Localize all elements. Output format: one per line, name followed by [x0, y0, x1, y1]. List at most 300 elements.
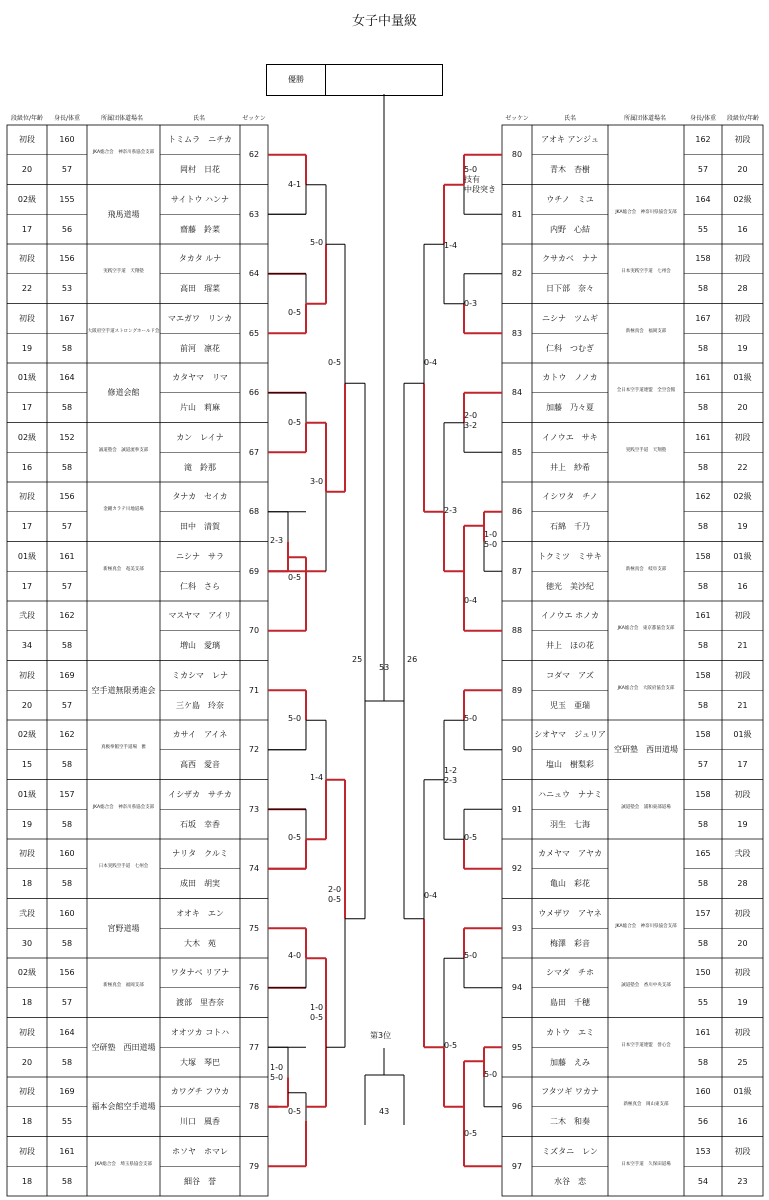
dojo: JKA総合会 神奈川県協会支部 [92, 150, 155, 155]
header-right-4: 段級位/年齢 [726, 115, 760, 122]
bib-number: 95 [511, 1042, 523, 1052]
bib-number: 77 [248, 1042, 260, 1052]
age: 17 [737, 760, 748, 769]
dojo: 日本空手道連盟 誉心会 [621, 1042, 671, 1048]
name: 大塚 琴巴 [180, 1057, 220, 1067]
grade: 01級 [733, 730, 752, 739]
final-right-no: 26 [407, 655, 418, 664]
kana: アオキ アンジュ [541, 135, 599, 144]
kana: ナリタ クルミ [172, 849, 228, 858]
bib-number: 74 [248, 864, 260, 873]
height: 161 [59, 1146, 75, 1156]
name: 井上 紗希 [550, 462, 590, 472]
bib-number: 72 [248, 745, 260, 754]
kana: カタヤマ リマ [172, 373, 228, 382]
grade: 02級 [733, 194, 752, 204]
height: 161 [695, 432, 711, 442]
age: 20 [737, 938, 748, 948]
bib-number: 78 [248, 1102, 260, 1111]
grade: 初段 [19, 849, 35, 858]
height: 162 [695, 135, 711, 144]
height: 161 [695, 373, 711, 382]
weight: 58 [697, 462, 709, 472]
dojo: JKA総合会 大阪府協会支部 [617, 685, 675, 691]
height: 156 [59, 968, 75, 977]
bib-number: 97 [511, 1161, 523, 1171]
height: 157 [695, 908, 711, 918]
name: 渡部 里杏奈 [176, 998, 224, 1007]
grade: 初段 [734, 432, 751, 442]
bib-number: 62 [248, 150, 260, 159]
weight: 58 [61, 403, 73, 412]
age: 25 [737, 1057, 748, 1067]
height: 161 [695, 611, 711, 620]
kana: カサイ アイネ [172, 730, 228, 739]
score-r2: 1-2 [444, 766, 458, 775]
bib-number: 90 [511, 745, 523, 754]
kana: ワタナベ リアナ [170, 968, 230, 977]
age: 16 [737, 581, 748, 591]
weight: 58 [697, 700, 709, 710]
age: 19 [737, 343, 748, 353]
score-r1: 1-0 [484, 530, 498, 539]
bib-number: 80 [511, 150, 523, 159]
final-left-no: 25 [352, 655, 363, 664]
dojo: 新極真会 岐阜支部 [625, 566, 667, 572]
height: 164 [59, 373, 75, 382]
name: 仁科 つむぎ [546, 343, 594, 353]
score-r2: 0-5 [444, 1041, 458, 1050]
weight: 57 [61, 700, 73, 710]
name: 青木 杏樹 [550, 165, 590, 174]
score-r3: 0-4 [424, 358, 438, 367]
name: 塩山 樹梨彩 [546, 760, 594, 769]
bib-number: 85 [511, 447, 523, 457]
grade: 初段 [734, 611, 751, 620]
height: 158 [695, 789, 711, 799]
dojo: 空手道無限勇進会 [91, 685, 156, 695]
age: 28 [737, 879, 748, 888]
height: 160 [59, 908, 75, 918]
score-l1: 0-5 [288, 833, 302, 842]
name: 岡村 日花 [180, 165, 220, 174]
name: 加藤 えみ [550, 1057, 590, 1067]
score-r1: 5-0 [484, 1070, 498, 1079]
weight: 57 [61, 998, 73, 1007]
age: 34 [21, 641, 33, 650]
height: 160 [695, 1087, 711, 1096]
bib-number: 87 [511, 566, 523, 576]
name: 三ケ島 玲奈 [176, 700, 224, 710]
dojo: 誠道塾会 誠道流拳支部 [98, 447, 149, 453]
age: 17 [21, 224, 33, 234]
dojo: 飛馬道場 [107, 209, 140, 219]
score-l2: 3-0 [310, 477, 324, 486]
dojo: 大阪府空手道ストロングホールド会 [87, 328, 160, 334]
weight: 55 [61, 1117, 73, 1126]
score-l1: 0-5 [288, 308, 302, 317]
bib-number: 94 [511, 983, 523, 992]
score-r1: 5-0 [464, 714, 478, 723]
height: 165 [695, 849, 711, 858]
score-l1: 4-1 [288, 180, 302, 189]
weight: 58 [697, 284, 709, 293]
score-l3: 0-5 [328, 358, 342, 367]
name: 齋藤 鈴菜 [180, 224, 220, 234]
weight: 58 [61, 641, 73, 650]
grade: 01級 [17, 551, 37, 561]
dojo: 修道会館 [107, 388, 140, 397]
grade: 弐段 [19, 611, 35, 620]
dojo: JKA総合会 東京都協会支部 [617, 626, 675, 631]
score-l1: 0-5 [288, 1107, 302, 1116]
grade: 初段 [19, 1027, 35, 1037]
dojo: 真极拳館空手道場 雅 [101, 745, 146, 750]
name: 児玉 亜瑞 [550, 700, 590, 710]
name: 増山 愛璃 [180, 641, 220, 650]
age: 19 [21, 819, 33, 829]
score-r2: 1-4 [444, 241, 458, 250]
header-left-2: 所属団体道場名 [100, 115, 143, 122]
header-left-0: 段級位/年齢 [10, 115, 44, 122]
kana: ウチノ ミユ [546, 194, 594, 204]
weight: 58 [61, 462, 73, 472]
grade: 初段 [734, 135, 751, 144]
dojo: 実践空手道 天翔塾 [103, 269, 144, 274]
name: 高田 瑠菜 [180, 284, 220, 293]
score-l2: 5-0 [310, 238, 324, 247]
grade: 弐段 [19, 908, 35, 918]
age: 21 [737, 700, 748, 710]
grade: 初段 [734, 1027, 751, 1037]
dojo: 日本実践空手道 七州会 [98, 864, 149, 869]
kana: シオヤマ ジュリア [534, 730, 606, 739]
bib-number: 83 [511, 328, 523, 338]
bib-number: 67 [248, 447, 260, 457]
height: 156 [59, 492, 75, 501]
grade: 初段 [734, 313, 751, 323]
dojo: 全日本空手道連盟 全空会館 [616, 388, 676, 393]
dojo: 新極真会 福岡支部 [625, 328, 667, 334]
dojo: 空研塾 西田道場 [614, 745, 678, 754]
age: 17 [21, 522, 33, 531]
kana: ウメザワ アヤネ [538, 908, 602, 918]
weight: 58 [697, 879, 709, 888]
age: 15 [21, 760, 33, 769]
age: 20 [737, 165, 748, 174]
name: 高西 愛音 [180, 760, 220, 769]
height: 153 [695, 1146, 711, 1156]
grade: 01級 [733, 1087, 752, 1096]
bib-number: 82 [511, 269, 523, 278]
header-right-0: ゼッケン [505, 115, 529, 122]
name: 島田 千穂 [550, 998, 590, 1007]
dojo: 誠道塾会 浦和東部道場 [621, 804, 671, 810]
height: 162 [59, 611, 75, 620]
height: 155 [59, 194, 75, 204]
kana: サイトウ ハンナ [171, 194, 229, 204]
weight: 58 [61, 879, 73, 888]
kana: ニシナ ツムギ [542, 313, 598, 323]
grade: 弐段 [734, 849, 751, 858]
name: 成田 胡実 [180, 879, 220, 888]
kana: ニシナ サラ [176, 551, 224, 561]
age: 20 [21, 1057, 33, 1067]
weight: 55 [697, 224, 709, 234]
name: 羽生 七海 [550, 819, 590, 829]
score-r3: 0-4 [424, 891, 438, 900]
bib-number: 89 [511, 685, 523, 695]
dojo: 日本実践空手道 七州会 [621, 269, 671, 274]
weight: 58 [697, 403, 709, 412]
weight: 58 [61, 938, 73, 948]
header-right-2: 所属団体道場名 [623, 115, 666, 122]
score-r1: 5-0 [464, 165, 478, 174]
kana: カトウ エミ [546, 1027, 594, 1037]
kana: タカタ ルナ [178, 254, 222, 263]
bib-number: 64 [248, 269, 260, 278]
kana: フタツギ ワカナ [541, 1087, 599, 1096]
weight: 57 [697, 760, 709, 769]
weight: 58 [697, 1057, 709, 1067]
weight: 53 [61, 284, 73, 293]
height: 169 [59, 670, 75, 680]
grade: 01級 [733, 373, 752, 382]
bib-number: 68 [248, 507, 260, 516]
weight: 58 [61, 819, 73, 829]
kana: タナカ セイカ [172, 492, 228, 501]
height: 162 [695, 492, 711, 501]
name: 内野 心結 [550, 224, 590, 234]
score-r1: 0-5 [464, 1129, 478, 1138]
kana: イシワタ チノ [542, 492, 598, 501]
weight: 56 [697, 1117, 709, 1126]
age: 30 [21, 938, 33, 948]
height: 167 [695, 313, 711, 323]
age: 22 [737, 462, 748, 472]
dojo: 宮野道場 [107, 923, 140, 933]
grade: 初段 [19, 492, 35, 501]
score-l1: 5-0 [270, 1073, 284, 1082]
kana: トクミツ ミサキ [538, 551, 602, 561]
bib-number: 88 [511, 626, 523, 635]
score-l1: 2-3 [270, 536, 284, 545]
name: 徳光 美沙紀 [546, 581, 594, 591]
score-r1: 2-0 [464, 411, 478, 420]
page-title: 女子中量級 [351, 14, 417, 29]
age: 19 [737, 998, 748, 1007]
weight: 58 [697, 343, 709, 353]
name: 石坂 幸香 [180, 819, 220, 829]
age: 20 [21, 700, 33, 710]
dojo: 空研塾 西田道場 [91, 1042, 156, 1052]
grade: 初段 [734, 908, 751, 918]
age: 28 [737, 284, 748, 293]
height: 164 [59, 1027, 75, 1037]
header-left-3: 氏名 [192, 115, 205, 122]
score-r1: 中段突き [464, 185, 496, 194]
height: 158 [695, 730, 711, 739]
dojo: 金剛カラテ川地道場 [103, 507, 144, 512]
dojo: 日本空手道 久保田道場 [621, 1161, 671, 1167]
kana: カワグチ フウカ [170, 1087, 230, 1096]
score-l1: 0-5 [288, 418, 302, 427]
height: 158 [695, 551, 711, 561]
height: 161 [695, 1027, 711, 1037]
score-r1: 3-2 [464, 421, 478, 430]
score-r1: 技有 [464, 175, 480, 184]
age: 19 [21, 343, 33, 353]
bib-number: 73 [248, 804, 260, 814]
score-r2: 2-3 [444, 506, 458, 515]
bib-number: 93 [511, 923, 523, 933]
name: 日下部 奈々 [546, 284, 594, 293]
height: 164 [695, 194, 711, 204]
weight: 58 [61, 1057, 73, 1067]
dojo: 新極真会 奄美支部 [103, 566, 144, 572]
grade: 01級 [17, 373, 37, 382]
score-l2: 1-0 [310, 1003, 324, 1012]
kana: イシザカ サチカ [168, 789, 232, 799]
dojo: 新極真会 岡山東支部 [623, 1102, 669, 1107]
dojo: 実践空手道 天翔塾 [625, 447, 667, 453]
height: 150 [695, 968, 711, 977]
third-no: 43 [379, 1107, 390, 1116]
age: 18 [21, 1176, 33, 1186]
name: 仁科 さら [180, 581, 220, 591]
score-l1: 4-0 [288, 951, 302, 960]
header-left-4: ゼッケン [242, 115, 266, 122]
age: 22 [21, 284, 33, 293]
dojo: JKA総合会 神奈川県協会支部 [615, 923, 677, 929]
height: 160 [59, 135, 75, 144]
weight: 58 [697, 938, 709, 948]
grade: 01級 [17, 789, 37, 799]
name: 川口 風香 [180, 1117, 220, 1126]
name: 田中 清賀 [180, 522, 220, 531]
name: 滝 鈴那 [184, 462, 216, 472]
score-r1: 5-0 [484, 540, 498, 549]
name: 前河 凛花 [180, 343, 220, 353]
score-l3: 2-0 [328, 885, 342, 894]
grade: 初段 [19, 135, 35, 144]
name: 梅澤 彩音 [550, 938, 590, 948]
score-r1: 5-0 [464, 951, 478, 960]
header-right-3: 身長/体重 [689, 115, 717, 122]
kana: カン レイナ [176, 432, 224, 442]
weight: 58 [61, 760, 73, 769]
age: 16 [737, 1117, 748, 1126]
grade: 初段 [734, 789, 751, 799]
score-l1: 1-4 [310, 773, 324, 782]
third-place-label: 第3位 [370, 1031, 392, 1040]
age: 16 [21, 462, 33, 472]
bib-number: 86 [511, 507, 523, 516]
height: 167 [59, 313, 75, 323]
dojo: JKA総合会 神奈川県協会支部 [615, 209, 677, 215]
age: 19 [737, 819, 748, 829]
score-l3: 0-5 [328, 895, 342, 904]
height: 156 [59, 254, 75, 263]
grade: 初段 [734, 968, 751, 977]
bib-number: 96 [511, 1102, 523, 1111]
grade: 02級 [17, 968, 37, 977]
age: 18 [21, 998, 33, 1007]
weight: 58 [697, 641, 709, 650]
bib-number: 66 [248, 388, 260, 397]
grade: 02級 [17, 730, 37, 739]
weight: 54 [697, 1176, 709, 1186]
grade: 初段 [734, 670, 751, 680]
age: 19 [737, 522, 748, 531]
age: 20 [737, 403, 748, 412]
score-l1: 1-0 [270, 1063, 284, 1072]
grade: 初段 [19, 313, 35, 323]
bib-number: 65 [248, 328, 260, 338]
weight: 58 [61, 343, 73, 353]
name: 細谷 誉 [184, 1176, 216, 1186]
header-right-1: 氏名 [563, 115, 576, 122]
dojo: JKA総合会 埼玉県協会支部 [95, 1161, 152, 1167]
kana: ミカシマ レナ [172, 670, 228, 680]
weight: 58 [697, 522, 709, 531]
bib-number: 63 [248, 209, 260, 219]
grade: 02級 [733, 492, 752, 501]
age: 17 [21, 581, 33, 591]
kana: マエガワ リンカ [168, 313, 232, 323]
bib-number: 81 [511, 209, 523, 219]
grade: 初段 [734, 254, 751, 263]
kana: トミムラ ニチカ [168, 135, 232, 144]
height: 162 [59, 730, 75, 739]
name: 加藤 乃々夏 [546, 403, 594, 412]
weight: 58 [697, 581, 709, 591]
dojo: JKA総合会 神奈川県協会支部 [92, 804, 155, 810]
kana: コダマ アズ [546, 670, 594, 680]
name: 石綿 千乃 [550, 522, 590, 531]
name: 二木 和奏 [550, 1117, 590, 1126]
bib-number: 92 [511, 864, 523, 873]
bib-number: 76 [248, 983, 260, 992]
kana: ハニュウ ナナミ [538, 789, 602, 799]
dojo: 誠道塾会 香川中央支部 [621, 983, 671, 988]
weight: 58 [61, 1176, 73, 1186]
grade: 初段 [19, 1087, 35, 1096]
weight: 57 [61, 522, 73, 531]
kana: イノウエ サキ [542, 432, 598, 442]
weight: 55 [697, 998, 709, 1007]
weight: 57 [697, 165, 709, 174]
dojo: 福本会館空手道場 [91, 1102, 156, 1111]
score-r2: 2-3 [444, 776, 458, 785]
kana: オオツカ コトハ [170, 1027, 230, 1037]
age: 18 [21, 1117, 33, 1126]
header-left-1: 身長/体重 [53, 115, 81, 122]
grade: 02級 [17, 194, 37, 204]
weight: 57 [61, 581, 73, 591]
score-r1: 0-3 [464, 299, 478, 308]
weight: 57 [61, 165, 73, 174]
height: 152 [59, 432, 75, 442]
kana: ホソヤ ホマレ [172, 1146, 228, 1156]
final-no: 53 [379, 663, 390, 672]
score-l1: 5-0 [288, 714, 302, 723]
age: 16 [737, 224, 748, 234]
dojo: 新極真会 福岡支部 [103, 983, 144, 988]
height: 158 [695, 670, 711, 680]
name: 水谷 恋 [554, 1176, 586, 1186]
grade: 初段 [19, 254, 35, 263]
